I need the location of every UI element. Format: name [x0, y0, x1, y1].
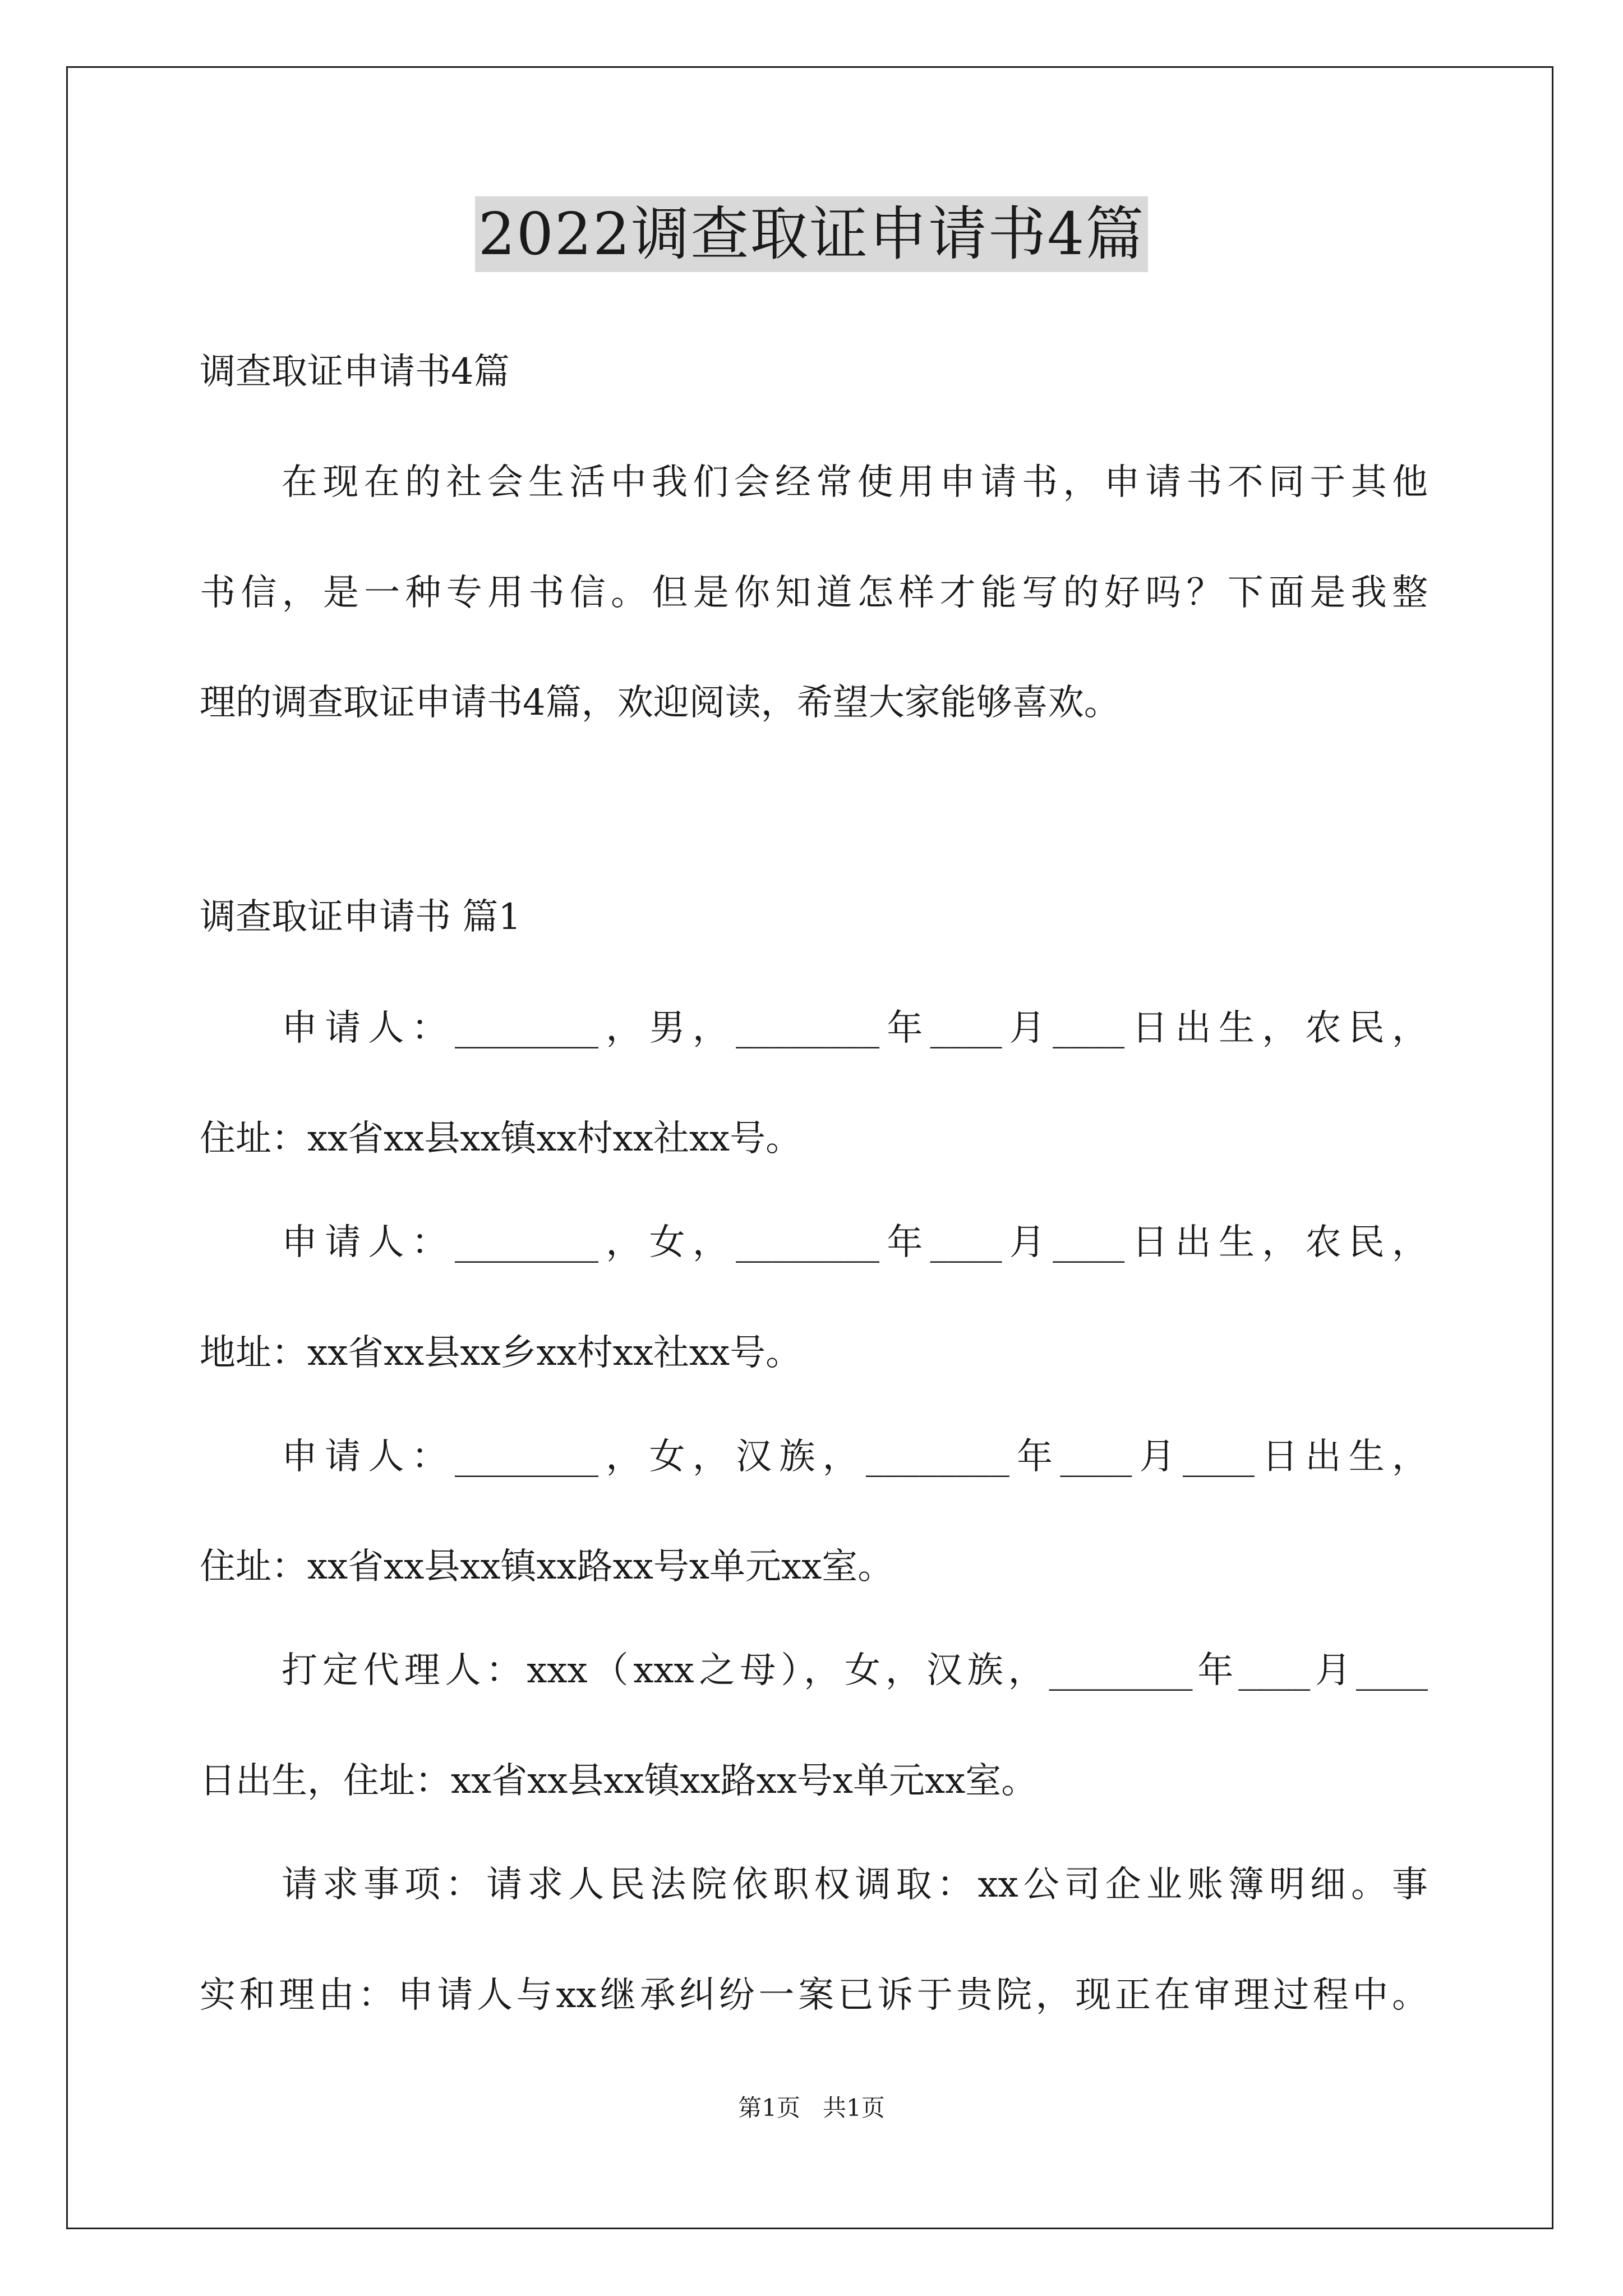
page-total: 共1页 — [823, 2094, 885, 2122]
intro-line-1: 在现在的社会生活中我们会经常使用申请书，申请书不同于其他 — [282, 462, 1428, 503]
applicant3-line-1: 申请人：________，女，汉族，________年____月____日出生， — [282, 1436, 1428, 1478]
applicant2-line-1: 申请人：________，女，________年____月____日出生，农民， — [282, 1222, 1428, 1263]
applicant1-line-1: 申请人：________，男，________年____月____日出生，农民， — [282, 1007, 1428, 1049]
intro-line-2: 书信，是一种专用书信。但是你知道怎样才能写的好吗？下面是我整 — [200, 572, 1428, 614]
applicant1-line-2: 住址：xx省xx县xx镇xx村xx社xx号。 — [200, 1118, 802, 1159]
document-title: 2022调查取证申请书4篇 — [475, 196, 1149, 272]
applicant3-line-2: 住址：xx省xx县xx镇xx路xx号x单元xx室。 — [200, 1546, 894, 1588]
request-line-1: 请求事项：请求人民法院依职权调取：xx公司企业账簿明细。事 — [282, 1864, 1428, 1906]
document-subtitle: 调查取证申请书4篇 — [200, 351, 510, 393]
applicant2-line-2: 地址：xx省xx县xx乡xx村xx社xx号。 — [200, 1332, 802, 1374]
title-container — [0, 196, 1623, 272]
page-footer — [0, 2091, 1623, 2125]
section-heading: 调查取证申请书 篇1 — [200, 896, 522, 938]
intro-line-3: 理的调查取证申请书4篇，欢迎阅读，希望大家能够喜欢。 — [200, 682, 1120, 724]
page-number: 第1页 — [738, 2094, 800, 2122]
agent-line-2: 日出生，住址：xx省xx县xx镇xx路xx号x单元xx室。 — [200, 1760, 1038, 1802]
request-line-2: 实和理由：申请人与xx继承纠纷一案已诉于贵院，现正在审理过程中。 — [200, 1975, 1428, 2016]
agent-line-1: 打定代理人：xxx（xxx之母），女，汉族，________年____月____ — [282, 1650, 1428, 1691]
